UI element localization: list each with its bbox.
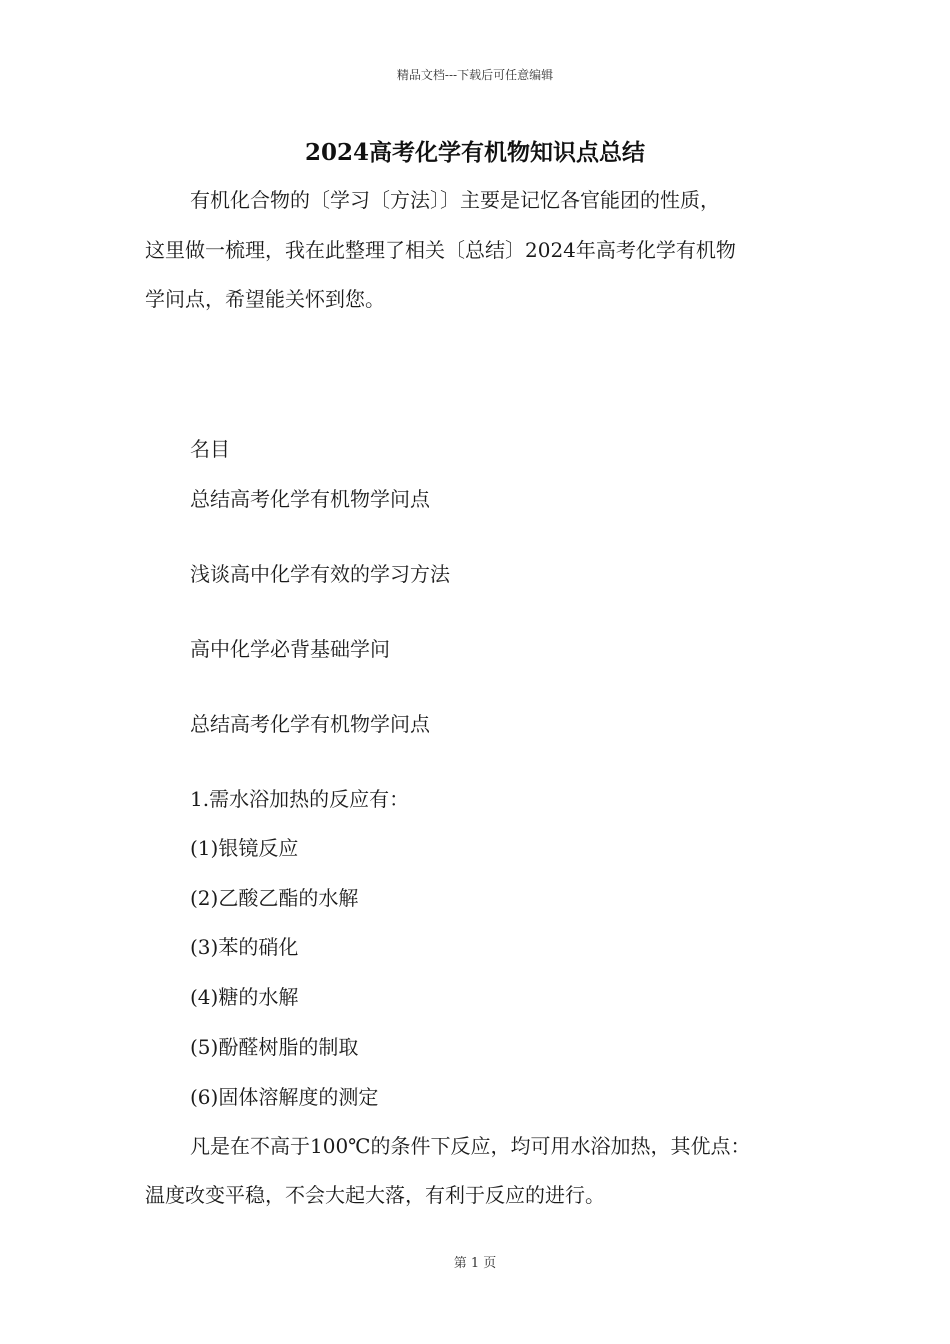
point-heading: 1.需水浴加热的反应有： — [190, 787, 410, 811]
toc-item[interactable]: 总结高考化学有机物学问点 — [190, 487, 430, 511]
page-number: 第 1 页 — [453, 1256, 497, 1271]
page-header: 精品文档---下载后可任意编辑 — [396, 68, 554, 82]
document-title: 2024高考化学有机物知识点总结 — [304, 139, 645, 166]
list-item: (4)糖的水解 — [190, 985, 299, 1009]
list-item: (2)乙酸乙酯的水解 — [190, 886, 359, 910]
intro-line-2: 这里做一梳理，我在此整理了相关〔总结〕2024年高考化学有机物 — [145, 238, 736, 262]
list-item: (6)固体溶解度的测定 — [190, 1085, 379, 1109]
list-item: (3)苯的硝化 — [190, 935, 299, 959]
list-item: (5)酚醛树脂的制取 — [190, 1035, 359, 1059]
toc-heading: 名目 — [190, 437, 230, 461]
list-item: (1)银镜反应 — [190, 836, 299, 860]
toc-item[interactable]: 浅谈高中化学有效的学习方法 — [190, 562, 450, 586]
toc-item[interactable]: 高中化学必背基础学问 — [190, 637, 390, 661]
section-heading: 总结高考化学有机物学问点 — [190, 712, 430, 736]
intro-line-3: 学问点，希望能关怀到您。 — [145, 287, 385, 311]
intro-line-1: 有机化合物的〔学习〔方法〕〕主要是记忆各官能团的性质， — [190, 188, 720, 212]
note-line-1: 凡是在不高于100℃的条件下反应，均可用水浴加热，其优点： — [190, 1134, 751, 1158]
note-line-2: 温度改变平稳，不会大起大落，有利于反应的进行。 — [145, 1183, 605, 1207]
